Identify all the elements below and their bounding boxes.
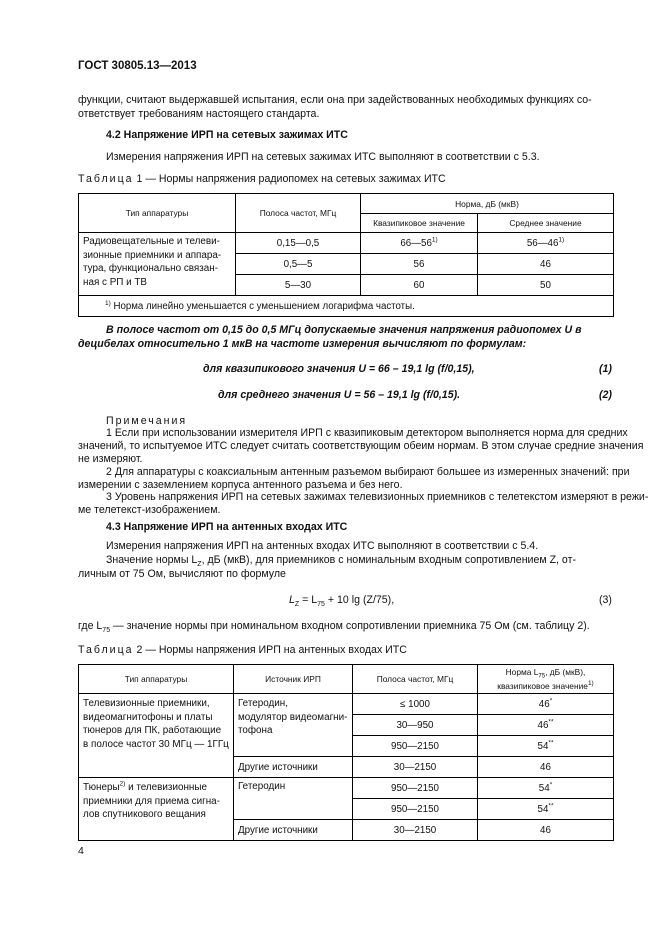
section-4-2-text: Измерения напряжения ИРП на сетевых зажимах ИТС выполняют в соответствии с 5.3. bbox=[106, 151, 540, 163]
t1-band: 0,15—0,5 bbox=[236, 233, 361, 254]
t1-footnote bbox=[79, 296, 614, 317]
t2-value: 46 bbox=[478, 820, 614, 841]
t2-band: 30—2150 bbox=[353, 757, 478, 778]
note-3-line-1: 3 Уровень напряжения ИРП на сетевых зажимах телевизионных приемников с телетекстом измеряют в режи- bbox=[106, 491, 649, 503]
t2-type-line: тюнеров для ПК, работающие bbox=[83, 725, 222, 736]
where-text: — значение нормы при номинальном входном сопротивлении приемника 75 Ом (см. таблицу 2). bbox=[110, 620, 590, 632]
t2-source-line: Гетеродин, bbox=[238, 698, 288, 709]
norm-subscript: Z bbox=[197, 561, 202, 569]
note-1-line-3: не измеряют. bbox=[78, 453, 143, 465]
t2-type-word: и телевизионные bbox=[128, 782, 207, 793]
t2-value-mark: * bbox=[549, 781, 553, 789]
table1-caption bbox=[78, 172, 446, 187]
t2-band: 950—2150 bbox=[353, 778, 478, 799]
intro-line-1: функции, считают выдержавшей испытания, если она при задействованных необходимых функциях со- bbox=[78, 94, 592, 106]
section-4-2-heading: 4.2 Напряжение ИРП на сетевых зажимах ИТС bbox=[106, 129, 348, 141]
t2-value bbox=[478, 694, 614, 715]
t2-type-word: Тюнеры bbox=[83, 782, 120, 793]
t2-group2-type bbox=[79, 778, 234, 841]
table-1 bbox=[78, 193, 614, 317]
t2-type-line: видеомагнитофоны и платы bbox=[83, 711, 213, 723]
t2-band: 950—2150 bbox=[353, 736, 478, 757]
t2-type-line: Телевизионные приемники, bbox=[83, 698, 210, 709]
t2-value-number: 54 bbox=[537, 803, 549, 815]
formula-3-rest: + 10 lg (Z/75), bbox=[324, 594, 395, 606]
t2-header-source: Источник ИРП bbox=[234, 665, 353, 694]
t1-type-line: зионные приемники и аппара- bbox=[83, 249, 222, 261]
t1-avg: 46 bbox=[478, 254, 614, 275]
t1-qp bbox=[361, 233, 478, 254]
t2-band: 30—950 bbox=[353, 715, 478, 736]
t1-header-type: Тип аппаратуры bbox=[79, 194, 236, 233]
t1-qp-footnote-mark: 1) bbox=[431, 236, 438, 244]
t2-type-line bbox=[83, 781, 229, 795]
t2-value: 46 bbox=[478, 757, 614, 778]
t2-type-line: приемники для приема сигна- bbox=[83, 795, 220, 807]
t2-value-mark: * bbox=[549, 697, 553, 705]
t1-band: 5—30 bbox=[236, 275, 361, 296]
t2-value-mark: ** bbox=[548, 718, 554, 726]
formula-3-number: (3) bbox=[599, 594, 612, 606]
t1-avg: 50 bbox=[478, 275, 614, 296]
t1-qp: 56 bbox=[361, 254, 478, 275]
t1-type-line: Радиовещательные и телеви- bbox=[83, 236, 220, 247]
section-4-3-heading: 4.3 Напряжение ИРП на антенных входах ИТС bbox=[106, 521, 348, 533]
formula-intro-2: децибелах относительно 1 мкВ на частоте измерения вычисляют по формулам: bbox=[78, 338, 527, 350]
t1-band: 0,5—5 bbox=[236, 254, 361, 275]
t2-value bbox=[478, 736, 614, 757]
formula-3 bbox=[289, 593, 394, 613]
t1-header-qp: Квазипиковое значение bbox=[361, 214, 478, 233]
t1-footnote-text: Норма линейно уменьшается с уменьшением логарифма частоты. bbox=[113, 300, 415, 312]
section-4-3-text-1: Измерения напряжения ИРП на антенных входах ИТС выполняют в соответствии с 5.4. bbox=[106, 540, 539, 552]
t2-band: 950—2150 bbox=[353, 799, 478, 820]
t2-header-norm bbox=[478, 665, 614, 694]
note-1-line-1: 1 Если при использовании измерителя ИРП с квазипиковым детектором выполняется норма для средних bbox=[106, 427, 628, 439]
where-prefix: где L bbox=[78, 620, 103, 632]
note-3-line-2: ме телетекст-изображением. bbox=[78, 504, 221, 516]
t1-type-cell bbox=[79, 233, 236, 296]
notes-title: Примечания bbox=[106, 415, 188, 427]
t2-type-line: лов спутникового вещания bbox=[83, 809, 206, 820]
t2-header-type: Тип аппаратуры bbox=[79, 665, 234, 694]
formula-1-number: (1) bbox=[599, 363, 612, 375]
t2-norm-unit: , дБ (мкВ), bbox=[545, 666, 586, 677]
t2-value bbox=[478, 799, 614, 820]
formula-3-sub: 75 bbox=[317, 601, 325, 609]
t1-header-avg: Среднее значение bbox=[478, 214, 614, 233]
page-header: ГОСТ 30805.13—2013 bbox=[78, 60, 197, 72]
t2-value bbox=[478, 715, 614, 736]
t1-avg-value: 56—46 bbox=[526, 237, 559, 249]
t1-avg bbox=[478, 233, 614, 254]
t2-band: 30—2150 bbox=[353, 820, 478, 841]
t2-group2-source-1: Гетеродин bbox=[234, 778, 353, 820]
formula-2: для среднего значения U = 56 – 19,1 lg (f/0,15). bbox=[218, 389, 461, 401]
t2-norm-subscript: 75 bbox=[538, 673, 546, 680]
t2-type-footnote-mark: 2) bbox=[119, 780, 126, 788]
t2-norm-symbol: Норма L bbox=[505, 666, 539, 677]
t2-value bbox=[478, 778, 614, 799]
t2-header-band: Полоса частот, МГц bbox=[353, 665, 478, 694]
t2-type-line: в полосе частот 30 МГц — 1ГГц bbox=[83, 738, 229, 750]
t2-group1-type bbox=[79, 694, 234, 778]
t2-band: ≤ 1000 bbox=[353, 694, 478, 715]
page-number: 4 bbox=[78, 845, 84, 857]
intro-line-2: ответствует требованиям настоящего стандарта. bbox=[78, 108, 320, 120]
t2-group2-source-2: Другие источники bbox=[234, 820, 353, 841]
t1-type-line: ная с РП и ТВ bbox=[83, 276, 148, 288]
t2-value-number: 46 bbox=[538, 698, 550, 710]
formula-intro-1: В полосе частот от 0,15 до 0,5 МГц допускаемые значения напряжения радиопомех U в bbox=[106, 324, 582, 336]
t1-header-band: Полоса частот, МГц bbox=[236, 194, 361, 233]
formula-2-number: (2) bbox=[599, 389, 612, 401]
t2-value-mark: ** bbox=[548, 802, 554, 810]
t2-value-number: 46 bbox=[537, 719, 549, 731]
t2-source-line: модулятор видеомагни- bbox=[238, 711, 348, 723]
t2-source-line: тофона bbox=[238, 725, 273, 736]
section-4-3-text-3: личным от 75 Ом, вычисляют по формуле bbox=[78, 568, 286, 580]
t1-header-norm: Норма, дБ (мкВ) bbox=[361, 194, 614, 214]
t2-group1-source-2: Другие источники bbox=[234, 757, 353, 778]
formula-3-mid: = L bbox=[299, 594, 318, 606]
t1-qp: 60 bbox=[361, 275, 478, 296]
t2-value-number: 54 bbox=[537, 740, 549, 752]
t1-qp-value: 66—56 bbox=[400, 237, 432, 249]
formula-3-sub: Z bbox=[294, 601, 300, 609]
t2-value-mark: ** bbox=[548, 739, 554, 747]
t1-avg-footnote-mark: 1) bbox=[558, 236, 565, 244]
note-1-line-2: значений, то испытуемое ИТС следует считать соответствующим обеим нормам. В этом случае средние значения bbox=[78, 440, 644, 452]
formula-3-l: L bbox=[289, 594, 295, 606]
t2-norm-kind: квазипиковое значение bbox=[497, 681, 588, 692]
t1-footnote-mark: 1) bbox=[105, 299, 111, 307]
note-2-line-1: 2 Для аппаратуры с коаксиальным антенным разъемом выбирают большее из измеренных значений: при bbox=[106, 466, 630, 478]
formula-1: для квазипикового значения U = 66 – 19,1 lg (f/0,15), bbox=[203, 363, 475, 375]
table2-caption bbox=[78, 643, 407, 658]
table2-caption-word: Таблица bbox=[78, 644, 134, 656]
where-subscript: 75 bbox=[102, 627, 111, 635]
table1-caption-word: Таблица bbox=[78, 173, 134, 185]
table1-caption-text: 1 — Нормы напряжения радиопомех на сетевых зажимах ИТС bbox=[136, 173, 446, 185]
t1-type-line: тура, функционально связан- bbox=[83, 263, 219, 274]
t2-norm-footnote-mark: 1) bbox=[587, 680, 594, 688]
norm-text: , дБ (мкВ), для приемников с номинальным входным сопротивлением Z, от- bbox=[201, 554, 576, 566]
table-2 bbox=[78, 664, 614, 841]
t2-group1-source-1 bbox=[234, 694, 353, 757]
note-2-line-2: измерении с заземлением корпуса антенного разъема и без него. bbox=[78, 479, 403, 491]
t2-value-number: 54 bbox=[538, 782, 550, 794]
section-4-3-where bbox=[78, 619, 590, 639]
norm-symbol: Значение нормы L bbox=[106, 554, 198, 566]
table2-caption-text: 2 — Нормы напряжения ИРП на антенных входах ИТС bbox=[136, 644, 407, 656]
